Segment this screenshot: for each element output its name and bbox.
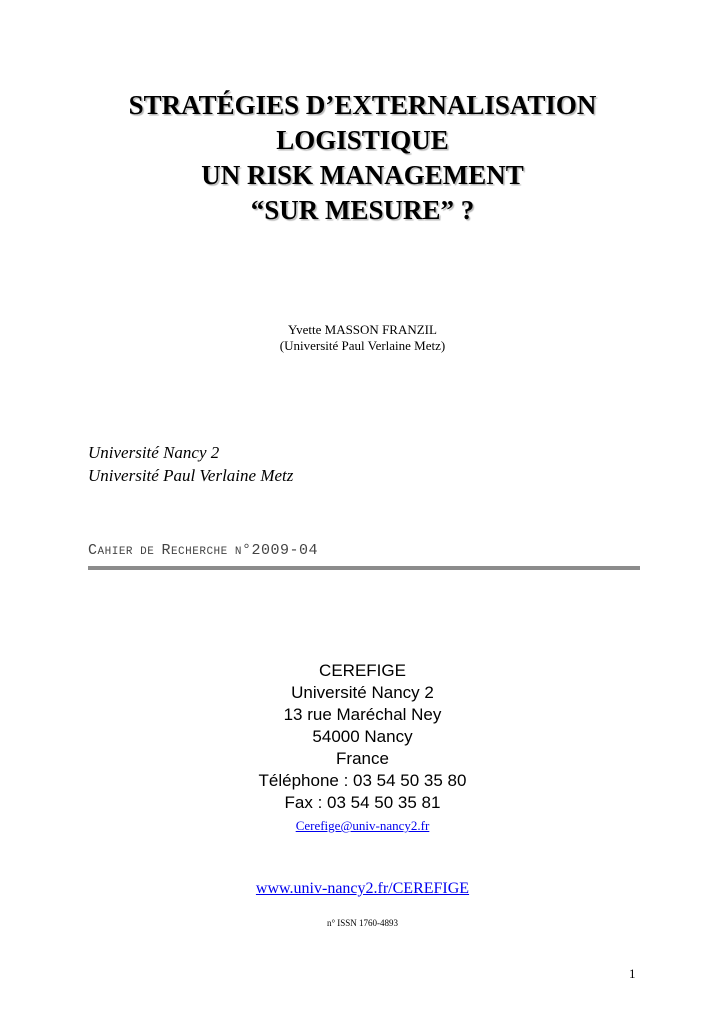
issn-number: n° ISSN 1760-4893 bbox=[326, 918, 399, 928]
fax-line: Fax : 03 54 50 35 81 bbox=[284, 793, 441, 812]
website-link[interactable]: www.univ-nancy2.fr/CEREFIGE bbox=[255, 880, 470, 897]
author-block bbox=[0, 322, 725, 354]
cahier-de-recherche-label: CAHIER DE RECHERCHE N°2009-04 bbox=[88, 542, 318, 559]
document-title bbox=[0, 88, 725, 228]
address-line: Université Nancy 2 bbox=[291, 683, 434, 702]
address-line: 13 rue Maréchal Ney bbox=[283, 705, 442, 724]
address-line: CEREFIGE bbox=[319, 661, 406, 680]
title-line: LOGISTIQUE bbox=[276, 125, 449, 155]
university-line: Université Nancy 2 bbox=[88, 443, 220, 462]
address-line: 54000 Nancy bbox=[312, 727, 413, 746]
address-line: France bbox=[336, 749, 389, 768]
author-name: Yvette MASSON FRANZIL bbox=[288, 322, 437, 337]
universities-block bbox=[88, 441, 293, 487]
title-line: STRATÉGIES D’EXTERNALISATION bbox=[128, 90, 597, 120]
title-line: UN RISK MANAGEMENT bbox=[201, 160, 524, 190]
email-link[interactable]: Cerefige@univ-nancy2.fr bbox=[295, 818, 430, 833]
address-block bbox=[0, 660, 725, 837]
horizontal-rule bbox=[88, 566, 640, 570]
page-number: 1 bbox=[629, 966, 636, 981]
phone-line: Téléphone : 03 54 50 35 80 bbox=[258, 771, 467, 790]
title-line: “SUR MESURE” ? bbox=[250, 195, 475, 225]
university-line: Université Paul Verlaine Metz bbox=[88, 466, 294, 485]
author-affiliation: (Université Paul Verlaine Metz) bbox=[279, 338, 446, 353]
